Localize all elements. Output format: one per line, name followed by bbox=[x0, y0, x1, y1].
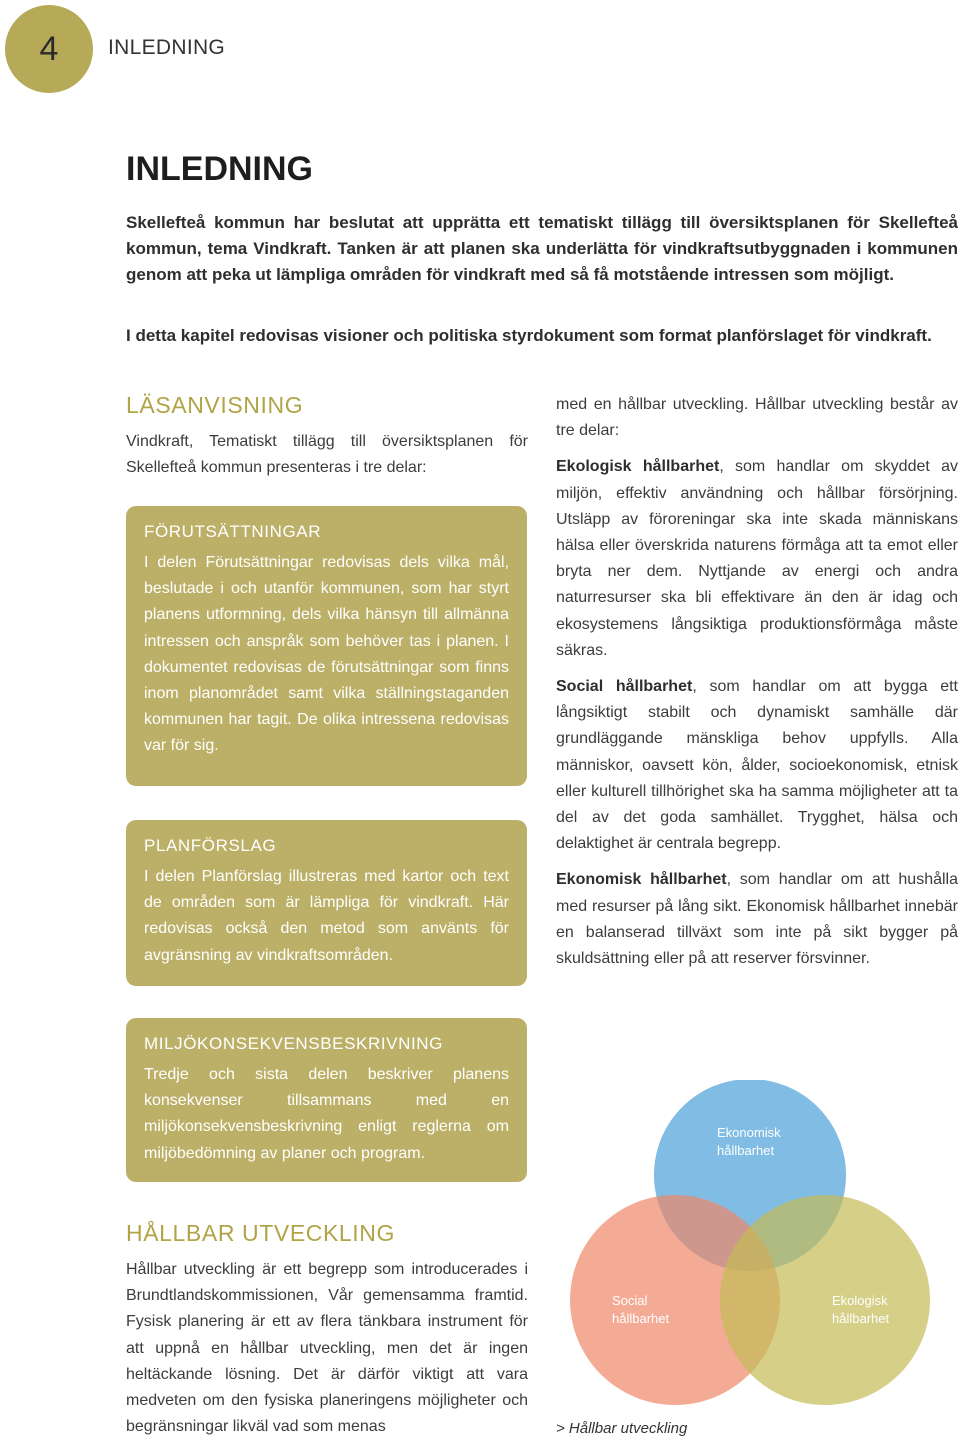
page-title: INLEDNING bbox=[126, 150, 313, 188]
lead-paragraph-2: I detta kapitel redovisas visioner och politiska styrdokument som format planförslaget för vindkraft. bbox=[126, 326, 932, 345]
right-column bbox=[556, 392, 958, 982]
box-text: I delen Planförslag illustreras med kartor och text de områden som är lämpliga för vindkraft. Här redovisas också den metod som använts för avgränsning av vindkraftsområden. bbox=[144, 868, 509, 964]
hallbar-text: Hållbar utveckling är ett begrepp som introducerades i Brundtlandskommissionen, Vår gemensamma framtid. Fysisk planering är ett av flera tänkbara instrument för att uppnå en hållbar utveckling, men det är ingen heltäckande lösning. Det är därför viktigt att vara medveten om den fysiska planeringens möjligheter och begränsningar likväl vad som menas bbox=[126, 1261, 528, 1436]
venn-label-ekologisk-2: hållbarhet bbox=[832, 1311, 890, 1326]
social-term: Social hållbarhet bbox=[556, 678, 693, 696]
hallbar-heading: HÅLLBAR UTVECKLING bbox=[126, 1220, 395, 1246]
venn-label-social-1: Social bbox=[612, 1293, 648, 1308]
lasanvisning-text: Vindkraft, Tematiskt tillägg till översiktsplanen för Skellefteå kommun presenteras i tre delar: bbox=[126, 433, 528, 477]
page-number: 4 bbox=[39, 29, 59, 68]
ekonomisk-term: Ekonomisk hållbarhet bbox=[556, 871, 727, 889]
ekologisk-text: , som handlar om skyddet av miljön, effektiv användning och hållbar försörjning. Utsläpp av föroreningar ska inte skada människans hälsa eller överskrida naturens förmåga att ta emot eller bryta ner dem. Nyttjande av energi och andra naturresurser ska bli effektivare än den är idag och ekosystemens långsiktiga produktionsförmåga måste säkras. bbox=[556, 458, 958, 659]
venn-label-ekologisk-1: Ekologisk bbox=[832, 1293, 888, 1308]
lasanvisning-section bbox=[126, 392, 528, 481]
hallbar-section-head bbox=[126, 1220, 395, 1247]
lead-paragraph-1: Skellefteå kommun har beslutat att upprätta ett tematiskt tillägg till översiktsplanen för Skellefteå kommun, tema Vindkraft. Tanken är att planen ska underlätta för vindkraftsutbyggnaden i kommunen genom att peka ut lämpliga områden för vindkraft med så få motstående intressen som möjligt. bbox=[126, 213, 958, 284]
lasanvisning-heading: LÄSANVISNING bbox=[126, 392, 304, 418]
venn-label-social-2: hållbarhet bbox=[612, 1311, 670, 1326]
right-intro: med en hållbar utveckling. Hållbar utveckling består av tre delar: bbox=[556, 396, 958, 440]
ekologisk-term: Ekologisk hållbarhet bbox=[556, 458, 720, 476]
running-head: INLEDNING bbox=[108, 36, 226, 59]
box-miljokonsekvensbeskrivning bbox=[126, 1018, 527, 1182]
figure-caption: > Hållbar utveckling bbox=[556, 1420, 688, 1437]
venn-diagram bbox=[570, 1080, 960, 1415]
box-planforslag bbox=[126, 820, 527, 986]
venn-label-ekonomisk-1: Ekonomisk bbox=[717, 1125, 781, 1140]
hallbar-section bbox=[126, 1257, 528, 1440]
page-number-badge bbox=[5, 5, 93, 93]
box-text: Tredje och sista delen beskriver planens konsekvenser tillsammans med en miljökonsekvensbeskrivning enligt reglerna om miljöbedömning av planer och program. bbox=[144, 1066, 509, 1162]
box-text: I delen Förutsättningar redovisas dels vilka mål, beslutade i och utanför kommunen, som har styrt planens utformning, dels vilka hänsyn till allmänna intressen och anspråk som behöver tas i planen. I dokumentet redovisas de förutsättningar som finns inom planområdet samt vilka ställningstaganden kommunen har tagit. De olika intressena redovisas var för sig. bbox=[144, 554, 509, 755]
box-heading: FÖRUTSÄTTNINGAR bbox=[144, 522, 322, 541]
ekonomisk-paragraph bbox=[556, 867, 958, 972]
social-paragraph bbox=[556, 674, 958, 857]
box-heading: PLANFÖRSLAG bbox=[144, 836, 277, 855]
box-heading: MILJÖKONSEKVENSBESKRIVNING bbox=[144, 1034, 444, 1053]
ekonomisk-text: , som handlar om att hushålla med resurser på lång sikt. Ekonomisk hållbarhet innebär en balanserad tillväxt som inte på sikt bygger på skuldsättning eller på att reserver försvinner. bbox=[556, 871, 959, 968]
social-text: , som handlar om att bygga ett långsiktigt stabilt och dynamiskt samhälle där grundläggande mänskliga behov uppfylls. Alla människor, oavsett kön, ålder, socioekonomisk, etnisk eller kulturell tillhörighet ska ha samma möjligheter att ta del av det goda samhället. Trygghet, hälsa och delaktighet är centrala begrepp. bbox=[556, 678, 958, 853]
venn-label-ekonomisk-2: hållbarhet bbox=[717, 1143, 775, 1158]
box-forutsattningar bbox=[126, 506, 527, 786]
ekologisk-paragraph bbox=[556, 454, 958, 664]
venn-circle-ekologisk bbox=[720, 1195, 930, 1405]
